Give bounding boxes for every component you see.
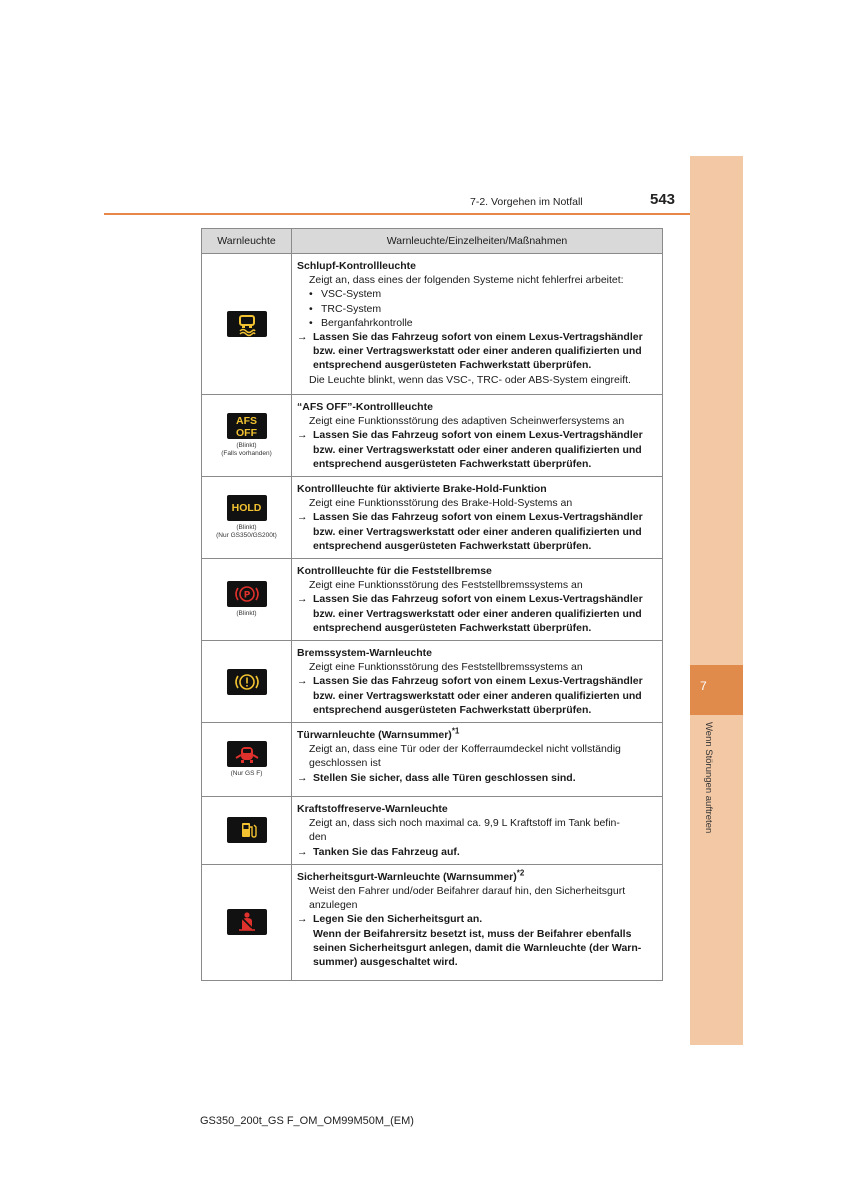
row-extra: Die Leuchte blinkt, wenn das VSC-, TRC- oder ABS-System eingreift. bbox=[309, 373, 631, 386]
action-line: → Legen Sie den Sicherheitsgurt an. bbox=[297, 913, 483, 926]
row-desc: Zeigt eine Funktionsstörung des Feststellbremssystems an bbox=[309, 661, 583, 674]
arrow-icon: → bbox=[297, 675, 308, 688]
page-number: 543 bbox=[650, 191, 676, 208]
action-cont: seinen Sicherheitsgurt anlegen, damit die Warnleuchte (der Warn- bbox=[313, 941, 642, 954]
action-cont: bzw. einer Vertragswerkstatt oder einer anderen qualifizierten und bbox=[313, 525, 642, 538]
row-title: Sicherheitsgurt-Warnleuchte (Warnsummer)$^{*2}$ bbox=[297, 868, 525, 883]
action-line: → Stellen Sie sicher, dass alle Türen geschlossen sind. bbox=[297, 771, 576, 784]
row-title: Kontrollleuchte für die Feststellbremse bbox=[297, 565, 492, 578]
desc-cell bbox=[292, 641, 663, 723]
table-row bbox=[202, 797, 663, 865]
table-row bbox=[202, 723, 663, 797]
section-title: 7-2. Vorgehen im Notfall bbox=[470, 196, 583, 208]
arrow-icon: → bbox=[297, 845, 308, 858]
action-cont: entsprechend ausgerüsteten Fachwerkstatt überprüfen. bbox=[313, 621, 592, 634]
icon-note: (Blinkt) bbox=[236, 610, 257, 618]
row-desc: geschlossen ist bbox=[309, 757, 381, 770]
row-desc: anzulegen bbox=[309, 899, 358, 912]
row-desc: Zeigt eine Funktionsstörung des Feststellbremssystems an bbox=[309, 579, 583, 592]
action-cont: entsprechend ausgerüsteten Fachwerkstatt überprüfen. bbox=[313, 359, 592, 372]
arrow-icon: → bbox=[297, 913, 308, 926]
icon-note: (Blinkt) bbox=[236, 524, 257, 532]
footnote-marker: *1 bbox=[451, 726, 460, 736]
icon-cell bbox=[202, 559, 292, 641]
afs-off-icon: AFS OFF bbox=[227, 413, 267, 439]
icon-cell bbox=[202, 254, 292, 395]
table-row bbox=[202, 864, 663, 980]
col-header-icon: Warnleuchte bbox=[202, 229, 292, 254]
desc-cell bbox=[292, 864, 663, 980]
icon-note: (Blinkt) bbox=[236, 442, 257, 449]
parking-brake-icon bbox=[227, 581, 267, 607]
action-line: → Lassen Sie das Fahrzeug sofort von einem Lexus-Vertragshändler bbox=[297, 593, 643, 606]
row-title: Türwarnleuchte (Warnsummer)$^{*1}$ bbox=[297, 726, 460, 742]
desc-cell bbox=[292, 723, 663, 797]
row-title: Bremssystem-Warnleuchte bbox=[297, 647, 432, 660]
row-desc: den bbox=[309, 831, 327, 844]
warning-light-table bbox=[201, 228, 663, 981]
table-row bbox=[202, 477, 663, 559]
hold-icon: HOLD bbox=[227, 495, 267, 521]
svg-text:P: P bbox=[243, 590, 250, 601]
action-cont: entsprechend ausgerüsteten Fachwerkstatt überprüfen. bbox=[313, 539, 592, 552]
slip-indicator-icon bbox=[227, 311, 267, 337]
row-desc: Zeigt eine Funktionsstörung des Brake-Hold-Systems an bbox=[309, 497, 573, 510]
arrow-icon: → bbox=[297, 331, 308, 344]
arrow-icon: → bbox=[297, 429, 308, 442]
action-line: → Lassen Sie das Fahrzeug sofort von einem Lexus-Vertragshändler bbox=[297, 511, 643, 524]
table-row bbox=[202, 254, 663, 395]
fuel-icon bbox=[227, 817, 267, 843]
chapter-label: Wenn Störungen auftreten bbox=[703, 722, 714, 834]
table-header-row bbox=[202, 229, 663, 254]
action-line: → Lassen Sie das Fahrzeug sofort von einem Lexus-Vertragshändler bbox=[297, 675, 643, 688]
action-line: → Tanken Sie das Fahrzeug auf. bbox=[297, 845, 460, 858]
side-tab-strip bbox=[690, 156, 743, 1045]
table-row bbox=[202, 559, 663, 641]
action-cont: bzw. einer Vertragswerkstatt oder einer anderen qualifizierten und bbox=[313, 443, 642, 456]
arrow-icon: → bbox=[297, 593, 308, 606]
icon-cell bbox=[202, 641, 292, 723]
desc-cell bbox=[292, 395, 663, 477]
action-line: → Lassen Sie das Fahrzeug sofort von einem Lexus-Vertragshändler bbox=[297, 429, 643, 442]
row-desc: Zeigt eine Funktionsstörung des adaptiven Scheinwerfersystems an bbox=[309, 415, 625, 428]
action-cont: entsprechend ausgerüsteten Fachwerkstatt überprüfen. bbox=[313, 703, 592, 716]
row-title: Kontrollleuchte für aktivierte Brake-Hold-Funktion bbox=[297, 483, 547, 496]
icon-cell bbox=[202, 864, 292, 980]
bullet-item: • Berganfahrkontrolle bbox=[309, 316, 413, 329]
action-line: → Lassen Sie das Fahrzeug sofort von einem Lexus-Vertragshändler bbox=[297, 331, 643, 344]
action-cont: bzw. einer Vertragswerkstatt oder einer anderen qualifizierten und bbox=[313, 607, 642, 620]
brake-system-icon bbox=[227, 669, 267, 695]
row-desc: Zeigt an, dass eine Tür oder der Kofferraumdeckel nicht vollständig bbox=[309, 743, 621, 756]
arrow-icon: → bbox=[297, 511, 308, 524]
icon-cell bbox=[202, 723, 292, 797]
icon-note: (Nur GS F) bbox=[230, 770, 263, 778]
row-desc: Zeigt an, dass eines der folgenden Systeme nicht fehlerfrei arbeitet: bbox=[309, 274, 624, 287]
icon-cell bbox=[202, 797, 292, 865]
header-rule bbox=[104, 213, 690, 215]
chapter-number: 7 bbox=[700, 679, 707, 693]
icon-cell bbox=[202, 477, 292, 559]
footnote-marker: *2 bbox=[516, 868, 525, 878]
row-desc: Weist den Fahrer und/oder Beifahrer darauf hin, den Sicherheitsgurt bbox=[309, 885, 626, 898]
table-row bbox=[202, 641, 663, 723]
bullet-item: • TRC-System bbox=[309, 302, 382, 315]
action-cont: entsprechend ausgerüsteten Fachwerkstatt überprüfen. bbox=[313, 457, 592, 470]
row-desc: Zeigt an, dass sich noch maximal ca. 9,9 L Kraftstoff im Tank befin- bbox=[309, 817, 620, 830]
action-cont: bzw. einer Vertragswerkstatt oder einer anderen qualifizierten und bbox=[313, 689, 642, 702]
icon-note: (Nur GS350/GS200t) bbox=[216, 532, 277, 540]
door-open-icon bbox=[227, 741, 267, 767]
seatbelt-icon bbox=[227, 909, 267, 935]
icon-cell bbox=[202, 395, 292, 477]
bullet-item: • VSC-System bbox=[309, 288, 382, 301]
row-title: “AFS OFF”-Kontrollleuchte bbox=[297, 401, 433, 413]
icon-note: (Falls vorhanden) bbox=[221, 450, 272, 457]
action-cont: bzw. einer Vertragswerkstatt oder einer anderen qualifizierten und bbox=[313, 345, 642, 358]
chapter-tab[interactable] bbox=[690, 665, 743, 715]
arrow-icon: → bbox=[297, 771, 308, 784]
col-header-desc: Warnleuchte/Einzelheiten/Maßnahmen bbox=[292, 229, 663, 254]
action-cont: Wenn der Beifahrersitz besetzt ist, muss der Beifahrer ebenfalls bbox=[313, 927, 632, 940]
doc-footer-code: GS350_200t_GS F_OM_OM99M50M_(EM) bbox=[200, 1115, 414, 1127]
row-title: Schlupf-Kontrollleuchte bbox=[297, 260, 416, 272]
action-cont: summer) ausgeschaltet wird. bbox=[313, 956, 458, 969]
desc-cell bbox=[292, 254, 663, 395]
desc-cell bbox=[292, 559, 663, 641]
desc-cell bbox=[292, 477, 663, 559]
desc-cell bbox=[292, 797, 663, 865]
table-row bbox=[202, 395, 663, 477]
row-title: Kraftstoffreserve-Warnleuchte bbox=[297, 803, 448, 816]
